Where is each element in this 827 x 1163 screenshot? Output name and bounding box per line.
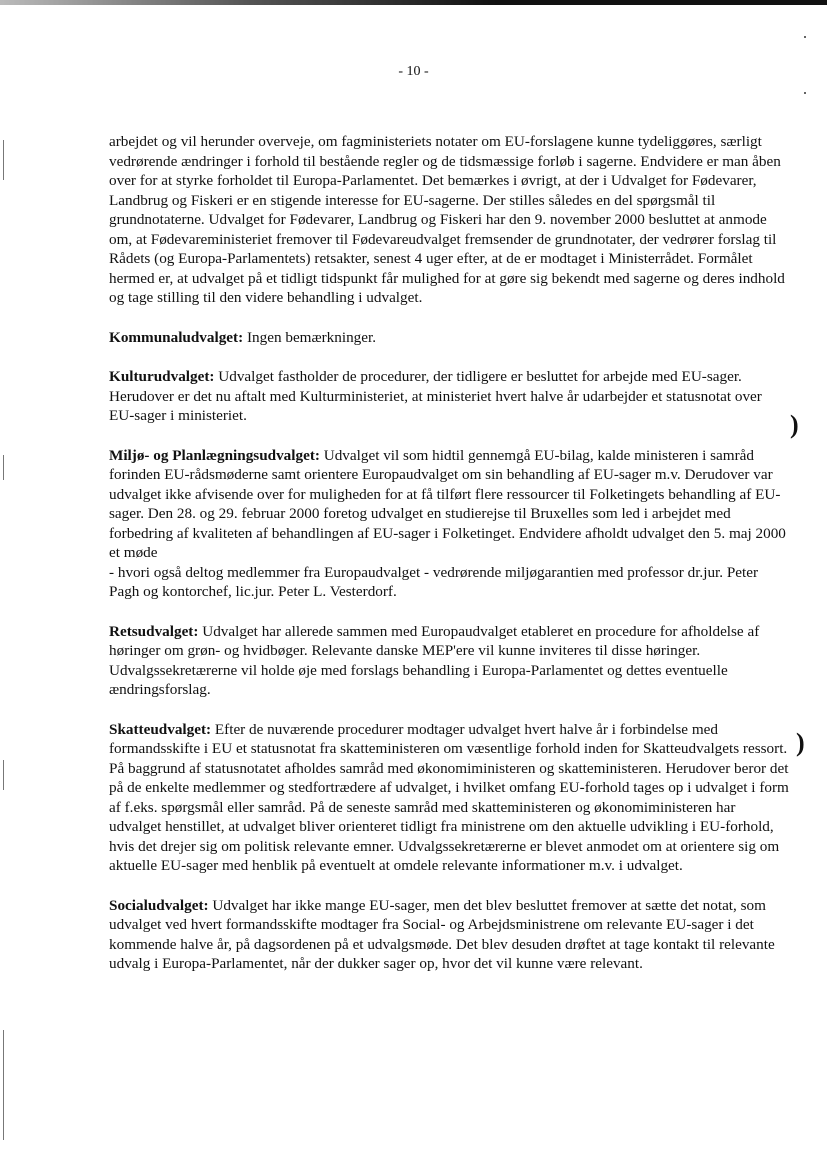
paragraph-miljoe: [109, 446, 789, 602]
paragraph-text: Udvalget fastholder de procedurer, der tidligere er besluttet for arbejde med EU-sager. Herudover er det nu aftalt med Kulturministeriet, at ministeriet hvert halve år udarbejder et statusnotat over EU-sager i ministeriet.: [109, 368, 762, 424]
left-scan-mark: [3, 140, 4, 180]
scan-speck: [804, 92, 806, 94]
document-body: [109, 132, 789, 994]
paragraph-retsudvalget: [109, 622, 789, 700]
scan-speck: [804, 36, 806, 38]
left-scan-mark: [3, 760, 4, 790]
left-scan-mark: [3, 455, 4, 480]
paragraph-text: arbejdet og vil herunder overveje, om fagministeriets notater om EU-forslagene kunne tydeliggøres, særligt vedrørende ændringer i forhold til bestående regler og de tidsmæssige forløb i sagerne. Endvidere er man åben over for at styrke forholdet til Europa-Parlamentet. Det bemærkes i øvrigt, at der i Udvalget for Fødevarer, Landbrug og Fiskeri er en stigende interesse for EU-sagerne. Der stilles således en del spørgsmål til grundnotaterne. Udvalget for Fødevarer, Landbrug og Fiskeri har den 9. november 2000 besluttet at anmode om, at Fødevareministeriet fremover til Fødevareudvalget fremsender de grundnotater, der vedrører forslag til Rådets (og Europa-Parlamentets) retsakter, senest 4 uger efter, at de er modtaget i Ministerrådet. Formålet hermed er, at udvalget på et tidligt tidspunkt får mulighed for at gøre sig bekendt med sagerne og deres indhold og tage stilling til den videre behandling i udvalget.: [109, 133, 785, 306]
paragraph-text: Ingen bemærkninger.: [243, 328, 377, 346]
paragraph-kommunaludvalget: [109, 328, 789, 348]
paragraph-heading: Socialudvalget:: [109, 896, 209, 914]
margin-bracket: ): [796, 728, 805, 757]
paragraph-continuation: [109, 132, 789, 308]
paragraph-text: Udvalget vil som hidtil gennemgå EU-bilag, kalde ministeren i samråd forinden EU-rådsmøderne samt orientere Europaudvalget om sin behandling af EU-sager m.v. Derudover var udvalget ikke afvisende over for muligheden for at få tilført flere ressourcer til Folketingets behandling af EU-sager. Den 28. og 29. februar 2000 foretog udvalget en studierejse til Bruxelles som led i arbejdet med forbedring af kvaliteten af behandlingen af EU-sager i Folketinget. Endvidere afholdt udvalget den 5. maj 2000 et møde: [109, 446, 786, 561]
paragraph-heading: Kommunaludvalget:: [109, 328, 244, 346]
paragraph-heading: Retsudvalget:: [109, 622, 199, 640]
paragraph-text: Efter de nuværende procedurer modtager udvalget hvert halve år i forbindelse med formandsskifte i EU et statusnotat fra skatteministeren om væsentlige forhold inden for Skatteudvalgets ressort. På baggrund af statusnotatet afholdes samråd med økonomiministeren og skatteministeren. Herudover beror det på de enkelte medlemmer og stedfortrædere af udvalget, i hvilket omfang EU-forhold tages op i udvalget i form af f.eks. spørgsmål eller samråd. På de seneste samråd med skatteministeren og økonomiministeren har udvalget henstillet, at udvalget bliver orienteret tidligt fra ministrene om den aktuelle udvikling i EU-forhold, hvis det drejer sig om politisk relevante emner. Udvalgssekretærerne er blevet anmodet om at orientere sig om aktuelle EU-sager med henblik på eventuelt at omdele relevante informationer m.v. i udvalget.: [109, 720, 789, 874]
paragraph-heading: Kulturudvalget:: [109, 368, 215, 385]
paragraph-text-extra: - hvori også deltog medlemmer fra Europaudvalget - vedrørende miljøgarantien med professor dr.jur. Peter Pagh og kontorchef, lic.jur. Peter L. Vesterdorf.: [109, 563, 759, 600]
top-scan-border: [0, 0, 827, 5]
paragraph-skatteudvalget: [109, 720, 789, 876]
paragraph-text: Udvalget har allerede sammen med Europaudvalget etableret en procedure for afholdelse af høringer om grøn- og hvidbøger. Relevante danske MEP'ere vil kunne inviteres til disse høringer. Udvalgssekretærerne vil holde øje med forslags behandling i Europa-Parlamentet og dettes eventuelle ændringsforslag.: [109, 622, 760, 698]
left-scan-mark: [3, 1030, 4, 1140]
paragraph-socialudvalget: [109, 896, 789, 974]
margin-bracket: ): [790, 410, 799, 439]
paragraph-heading: Miljø- og Planlægningsudvalget:: [109, 446, 320, 464]
paragraph-text: Udvalget har ikke mange EU-sager, men det blev besluttet fremover at sætte det notat, som udvalget ved hvert formandsskifte modtager fra Social- og Arbejdsministrene om relevante EU-sager i det kommende halve år, på dagsordenen på et udvalgsmøde. Det blev desuden drøftet at tage kontakt til relevante udvalg i Europa-Parlamentet, når der dukker sager op, hvor det vil kunne være relevant.: [109, 896, 775, 972]
page-number: - 10 -: [398, 64, 429, 79]
paragraph-heading: Skatteudvalget:: [109, 720, 212, 738]
paragraph-kulturudvalget: [109, 367, 789, 426]
